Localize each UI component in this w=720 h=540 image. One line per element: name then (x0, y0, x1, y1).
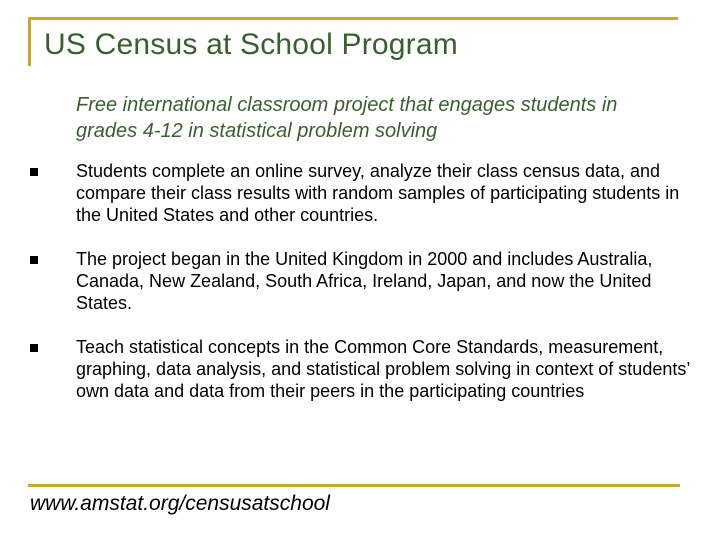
bullet-list (30, 160, 690, 424)
bullet-item (30, 248, 690, 314)
bullet-item (30, 336, 690, 402)
slide-title: US Census at School Program (44, 28, 458, 61)
slide-subtitle: Free international classroom project that engages students in grades 4-12 in statistical problem solving (76, 94, 618, 142)
bullet-text: Teach statistical concepts in the Common Core Standards, measurement, graphing, data analysis, and statistical problem solving in context of students’ own data and data from their peers in the participating countries (76, 337, 690, 401)
bullet-text: The project began in the United Kingdom in 2000 and includes Australia, Canada, New Zealand, South Africa, Ireland, Japan, and now the United States. (76, 249, 653, 313)
bullet-item (30, 160, 690, 226)
square-bullet-icon (30, 344, 38, 352)
title-top-rule (28, 17, 678, 20)
square-bullet-icon (30, 168, 38, 176)
bullet-text: Students complete an online survey, analyze their class census data, and compare their class results with random samples of participating students in the United States and other countries. (76, 161, 680, 225)
footer-url[interactable]: www.amstat.org/censusatschool (30, 492, 330, 515)
title-left-rule (28, 18, 31, 66)
footer-rule (28, 484, 680, 487)
square-bullet-icon (30, 256, 38, 264)
